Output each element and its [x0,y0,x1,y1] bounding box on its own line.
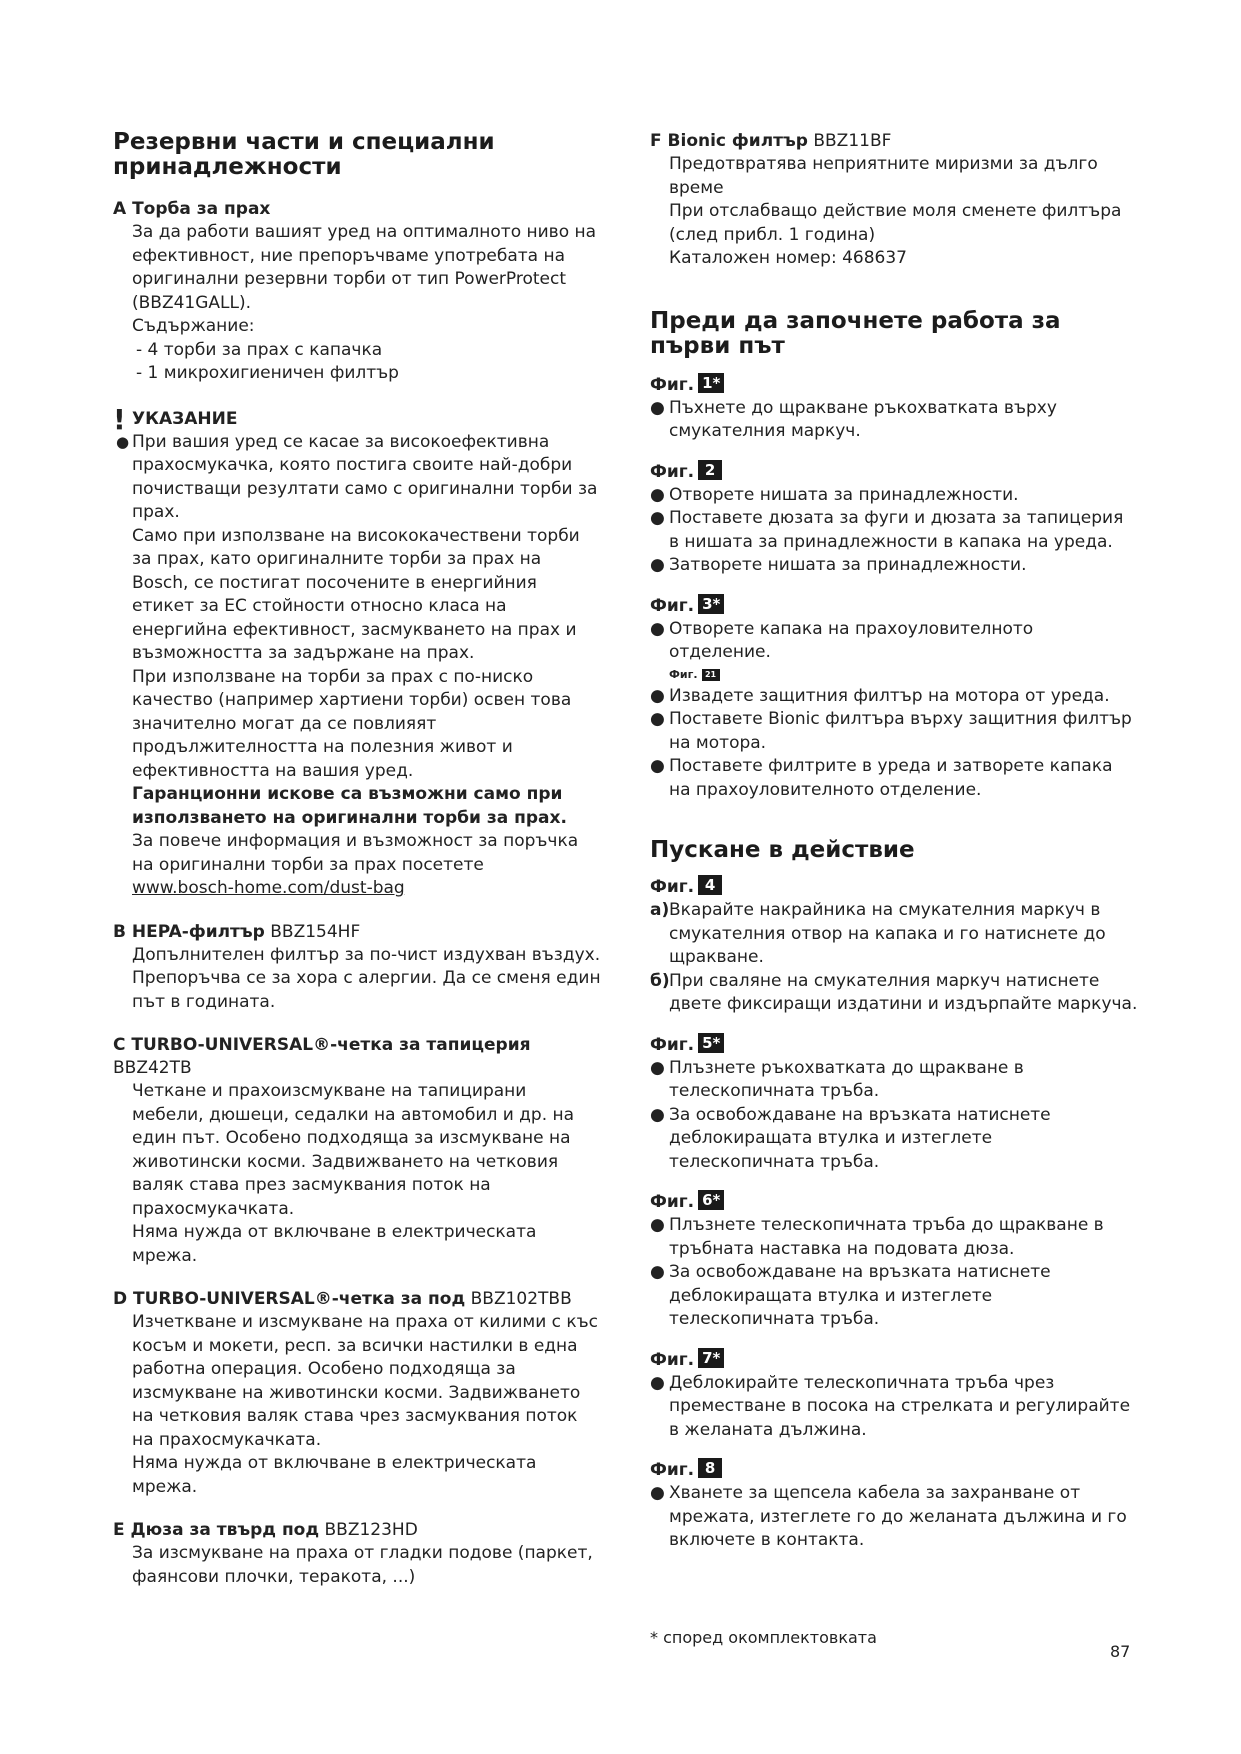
item-c-code: BBZ42TB [113,1058,192,1078]
fig-21-label: Фиг. 21 [650,665,1138,685]
fig-6-label: Фиг. 6* [650,1190,1138,1214]
item-c-text: Четкане и прахоизсмукване на тапицирани мебели, дюшеци, седалки на автомобил и др. на един път. Особено подходяща за изсмукване на животински косми. Задвижването на четковия валяк става през засмуквания поток на прахосмукачката. [132,1081,575,1219]
note-p1: При вашия уред се касае за високоефективна прахосмукачка, която постига своите най-добри почистващи резултати само с оригинални торби за прах. [132,431,598,522]
note-warranty: Гаранционни искове са възможни само при използването на оригинални торби за прах. [132,784,567,828]
item-d-text: Изчеткване и изсмукване на праха от килими с къс косъм и мокети, респ. за всички настилки в една работна операция. Особено подходяща за изсмукване на животински косми. Задвижването на четковия валяк става чрез засмуквания поток на прахосмукачката. [132,1312,599,1450]
fig-4-label: Фиг. 4 [650,875,1138,899]
fig-4-step-a: а) Вкарайте накрайника на смукателния маркуч в смукателния отвор на капака и го натиснете до щракване. [650,900,1106,967]
note-body [113,431,601,901]
item-a-content-1: - 4 торби за прах с капачка [136,339,383,360]
fig-1-badge: 1* [698,373,724,393]
fig-3-step-1: ● Отворете капака на прахоуловителното отделение. [650,618,1034,662]
item-f-line2: При отслабващо действие моля сменете филтъра (след прибл. 1 година) [669,201,1122,245]
item-a-contents-label: Съдържание: [132,316,255,336]
item-e-title: E Дюза за твърд под [113,1520,320,1540]
fig-7-badge: 7* [698,1348,724,1368]
footnote: * според окомплектовката [650,1628,877,1647]
item-a-text: За да работи вашият уред на оптималното ниво на ефективност, ние препоръчваме употребата на оригинални резервни торби от тип PowerProtect (BBZ41GALL). [132,222,597,313]
note [113,402,601,436]
note-title: УКАЗАНИЕ [132,408,238,429]
fig-6-badge: 6* [698,1190,724,1210]
fig-21-badge: 21 [702,669,720,681]
item-d-text2: Няма нужда от включване в електрическата мрежа. [132,1453,537,1497]
fig-5-badge: 5* [698,1033,724,1053]
right-column [650,130,1138,1553]
item-c-heading [113,1034,601,1080]
bullet-icon: ● [116,432,130,451]
item-f-line3: Каталожен номер: 468637 [669,248,907,268]
fig-2-step-3: ● Затворете нишата за принадлежности. [650,555,1027,575]
left-column [113,130,601,1589]
fig-4-badge: 4 [698,875,722,895]
note-more: За повече информация и възможност за поръчка на оригинални торби за прах посетете [132,831,579,875]
fig-2-label: Фиг. 2 [650,460,1138,484]
item-f-heading [650,130,1138,153]
item-e-text: За изсмукване на праха от гладки подове (паркет, фаянсови плочки, теракота, ...) [132,1543,593,1587]
item-b-text: Допълнителен филтър за по-чист издухван въздух. Препоръчва се за хора с алергии. Да се сменя един път в годината. [132,944,601,1012]
fig-3-step-2: ● Извадете защитния филтър на мотора от уреда. [650,685,1110,706]
fig-5-label: Фиг. 5* [650,1033,1138,1057]
fig-6-step-2: ● За освобождаване на връзката натиснете деблокиращата втулка и изтеглете телескопичната тръба. [650,1262,1051,1329]
exclamation-icon: ! [113,402,126,436]
section-heading-spare-parts: Резервни части и специални принадлежности [113,129,495,180]
fig-2-step-1: ● Отворете нишата за принадлежности. [650,484,1019,505]
item-b-code: BBZ154HF [270,921,361,942]
fig-3-badge: 3* [698,594,724,614]
item-d-title: D TURBO-UNIVERSAL®-четка за под [113,1289,466,1309]
fig-4-step-b: б) При сваляне на смукателния маркуч натиснете двете фиксиращи издатини и издърпайте маркуча. [650,970,1138,1014]
item-f-title: F Bionic филтър [650,131,808,151]
item-d-heading [113,1288,601,1311]
fig-7-label: Фиг. 7* [650,1348,1138,1372]
fig-1-step-1: ● Пъхнете до щракване ръкохватката върху смукателния маркуч. [650,397,1057,441]
fig-8-step-1: ● Хванете за щепсела кабела за захранване от мрежата, изтеглете го до желаната дължина и го включете в контакта. [650,1483,1127,1550]
fig-2-badge: 2 [698,460,722,480]
item-c-text2: Няма нужда от включване в електрическата мрежа. [132,1222,537,1266]
fig-3-step-3: ● Поставете Bionic филтъра върху защитния филтър на мотора. [650,709,1132,753]
fig-5-step-1: ● Плъзнете ръкохватката до щракване в телескопичната тръба. [650,1057,1024,1101]
fig-7-step-1: ● Деблокирайте телескопичната тръба чрез преместване в посока на стрелката и регулирайте в желаната дължина. [650,1372,1131,1440]
item-b-title: B HEPA-филтър [113,921,265,942]
section-heading-before-first-use: Преди да започнете работа за първи път [650,307,1061,359]
dust-bag-link[interactable]: www.bosch-home.com/dust-bag [132,878,405,898]
item-e-heading [113,1519,601,1542]
fig-8-label: Фиг. 8 [650,1458,1138,1482]
page-number: 87 [1110,1642,1131,1661]
fig-1-label: Фиг. 1* [650,373,1138,397]
fig-6-step-1: ● Плъзнете телескопичната тръба до щракване в тръбната наставка на подовата дюза. [650,1215,1104,1259]
item-f-line1: Предотвратява неприятните миризми за дълго време [669,154,1098,198]
fig-3-step-4: ● Поставете филтрите в уреда и затворете капака на прахоуловителното отделение. [650,756,1113,800]
note-p2: Само при използване на висококачествени торби за прах, като оригиналните торби за прах на Bosch, се постигат посочените в енергийния етикет за ЕС стойности относно класа на енергийна ефективност, засмукването на прах и възможността за задържане на прах. [132,525,580,663]
section-heading-start: Пускане в действие [650,837,915,863]
item-c-title: C TURBO-UNIVERSAL®-четка за тапицерия [113,1035,531,1055]
item-d-code: BBZ102TBB [470,1289,572,1309]
item-f-code: BBZ11BF [813,131,892,151]
item-a-content-2: - 1 микрохигиеничен филтър [136,363,399,383]
item-e-code: BBZ123HD [324,1520,418,1540]
item-b-heading [113,921,601,944]
fig-2-step-2: ● Поставете дюзата за фуги и дюзата за тапицерия в нишата за принадлежности в капака на уреда. [650,508,1124,552]
fig-3-label: Фиг. 3* [650,594,1138,618]
fig-8-badge: 8 [698,1458,722,1478]
item-a-title: A Торба за прах [113,199,271,219]
fig-5-step-2: ● За освобождаване на връзката натиснете деблокиращата втулка и изтеглете телескопичната тръба. [650,1104,1051,1172]
note-p3: При използване на торби за прах с по-ниско качество (например хартиени торби) освен това значително могат да се повлияят продължителността на полезния живот и ефективността на вашия уред. [132,666,572,781]
